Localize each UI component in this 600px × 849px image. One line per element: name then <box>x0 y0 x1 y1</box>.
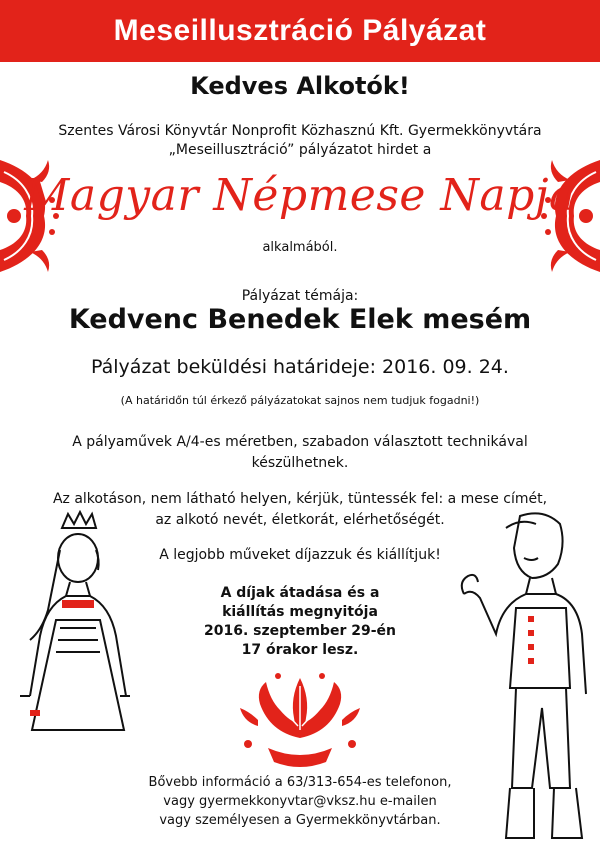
label-info-line-1: Az alkotáson, nem látható helyen, kérjük, tüntessék fel: a mese címét, <box>52 491 548 507</box>
format-line-1: A pályaművek A/4-es méretben, szabadon választott technikával <box>72 434 528 450</box>
format-text <box>0 432 600 474</box>
theme-label: Pályázat témája: <box>241 288 359 304</box>
ceremony-line-4: 17 órakor lesz. <box>241 642 359 658</box>
contact-line-3: vagy személyesen a Gyermekkönyvtárban. <box>159 813 441 828</box>
ceremony-line-1: A díjak átadása és a <box>220 585 380 601</box>
event-title: Magyar Népmese Napja <box>24 170 576 221</box>
contact-line-1: Bővebb információ a 63/313-654-es telefonon, <box>148 775 452 790</box>
occasion-text: alkalmából. <box>262 240 338 255</box>
red-tulip-ornament-icon <box>238 668 362 772</box>
ceremony-line-3: 2016. szeptember 29-én <box>204 623 396 639</box>
label-info-line-2: az alkotó nevét, életkorát, elérhetőségét. <box>155 512 445 528</box>
prize-text: A legjobb műveket díjazzuk és kiállítjuk! <box>159 547 441 563</box>
contact-text <box>0 773 600 830</box>
ceremony-line-2: kiállítás megnyitója <box>222 604 378 620</box>
format-line-2: készülhetnek. <box>251 455 349 471</box>
deadline-note: (A határidőn túl érkező pályázatokat sajnos nem tudjuk fogadni!) <box>120 394 480 407</box>
theme-title: Kedvenc Benedek Elek mesém <box>68 304 532 335</box>
banner-title: Meseillusztráció Pályázat <box>0 0 600 62</box>
ceremony-text <box>0 584 600 660</box>
organizer-text <box>0 122 600 160</box>
deadline-text: Pályázat beküldési határideje: 2016. 09. 24. <box>91 356 509 378</box>
greeting-heading: Kedves Alkotók! <box>190 72 410 100</box>
contact-email-line: vagy gyermekkonyvtar@vksz.hu e-mailen <box>163 794 437 809</box>
organizer-line-2: „Meseillusztráció” pályázatot hirdet a <box>168 142 432 158</box>
organizer-line-1: Szentes Városi Könyvtár Nonprofit Közhasznú Kft. Gyermekkönyvtára <box>58 123 542 139</box>
